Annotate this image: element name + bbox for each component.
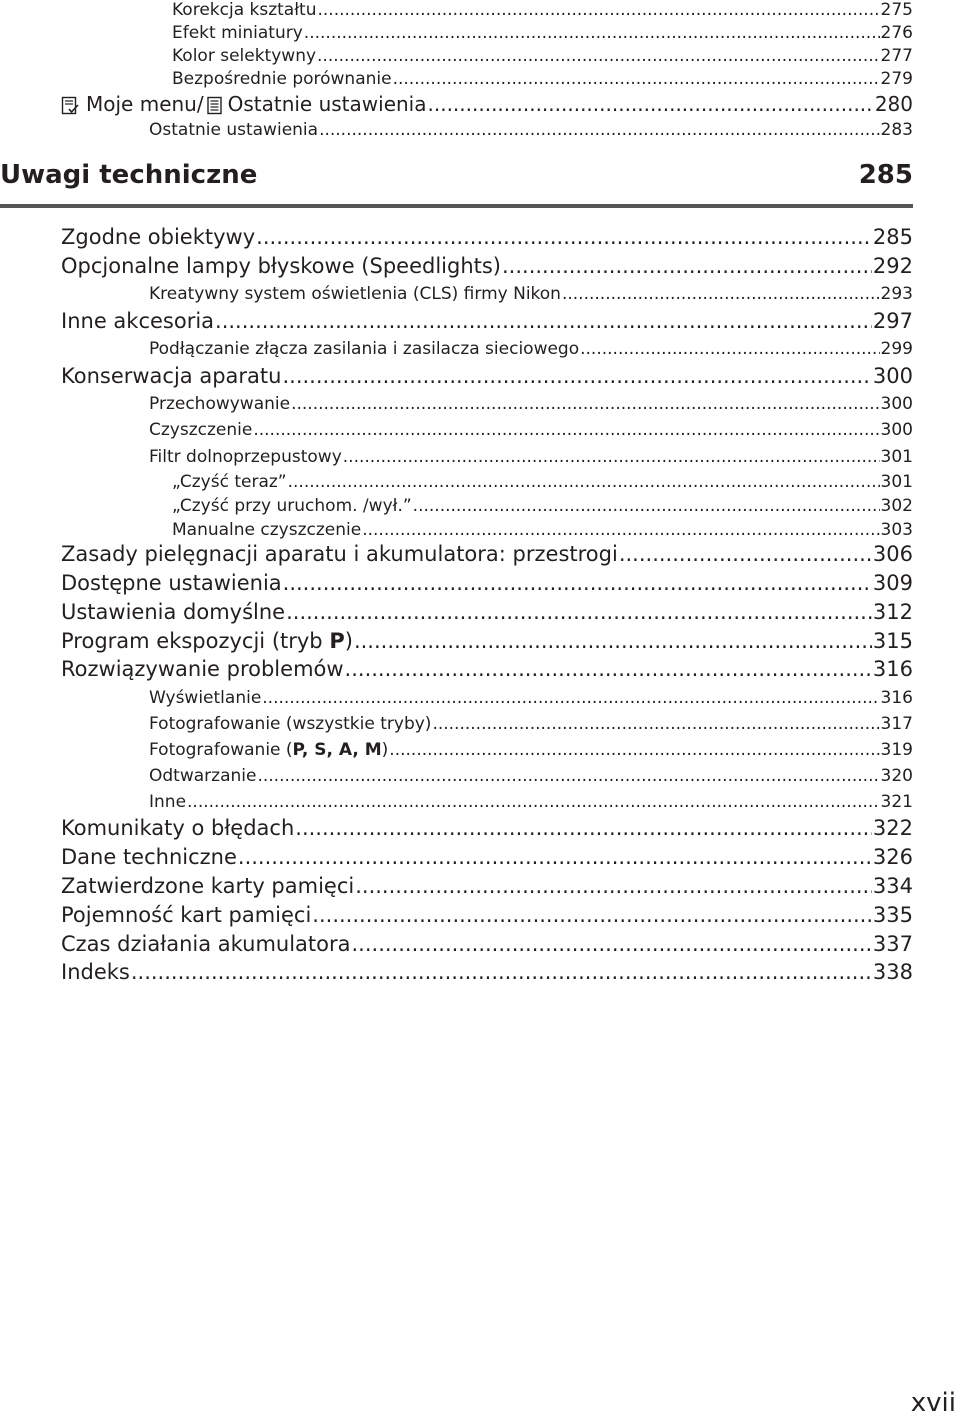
toc-entry-title: Kreatywny system oświetlenia (CLS) firmy Nikon <box>149 284 561 304</box>
dot-leader <box>413 496 880 516</box>
dot-leader <box>317 46 880 66</box>
toc-entry[interactable] <box>0 309 913 333</box>
toc-entry[interactable] <box>0 766 913 786</box>
toc-entry[interactable] <box>0 23 913 43</box>
toc-entry-title-prefix: Fotografowanie ( <box>149 740 293 760</box>
dot-leader <box>428 92 874 116</box>
toc-entry-page: 334 <box>872 874 913 898</box>
toc-entry[interactable] <box>0 714 913 734</box>
toc-entry-title <box>61 629 353 653</box>
dot-leader <box>580 339 879 359</box>
dot-leader <box>362 520 879 540</box>
toc-entry[interactable] <box>0 792 913 812</box>
toc-entry[interactable] <box>0 339 913 359</box>
toc-entry-page: 316 <box>880 688 913 708</box>
dot-leader <box>318 0 880 20</box>
mode-letters: P, S, A, M <box>292 740 382 760</box>
toc-entry-title: Komunikaty o błędach <box>61 816 295 840</box>
toc-entry-title: Podłączanie złącza zasilania i zasilacza sieciowego <box>149 339 580 359</box>
toc-entry[interactable] <box>0 496 913 516</box>
toc-entry-page: 293 <box>880 284 913 304</box>
dot-leader <box>432 714 879 734</box>
dot-leader <box>352 932 872 956</box>
toc-entry-title: Kolor selektywny <box>172 46 317 66</box>
toc-entry[interactable] <box>0 254 913 278</box>
toc-entry-title-suffix: ) <box>344 629 353 653</box>
toc-entry-title: Pojemność kart pamięci <box>61 903 312 927</box>
toc-entry-page: 312 <box>872 600 913 624</box>
mode-letter: P <box>329 629 345 653</box>
dot-leader <box>312 903 872 927</box>
toc-entry-my-menu[interactable] <box>0 92 913 116</box>
dot-leader <box>288 472 880 492</box>
toc-entry-title: Dane techniczne <box>61 845 237 869</box>
toc-entry[interactable] <box>0 845 913 869</box>
dot-leader <box>502 254 872 278</box>
toc-entry-page: 292 <box>872 254 913 278</box>
dot-leader <box>282 364 871 388</box>
dot-leader <box>295 816 872 840</box>
dot-leader <box>304 23 880 43</box>
toc-entry-page: 283 <box>880 120 913 140</box>
toc-entry-page: 297 <box>872 309 913 333</box>
toc-entry[interactable] <box>0 740 913 760</box>
toc-entry-title: Czyszczenie <box>149 420 253 440</box>
toc-entry[interactable] <box>0 472 913 492</box>
toc-entry-page: 315 <box>872 629 913 653</box>
toc-entry[interactable] <box>0 520 913 540</box>
toc-entry-title: Konserwacja aparatu <box>61 364 282 388</box>
dot-leader <box>283 571 872 595</box>
toc-entry-title: Ustawienia domyślne <box>61 600 286 624</box>
toc-entry-title: „Czyść teraz” <box>172 472 287 492</box>
dot-leader <box>256 225 872 249</box>
dot-leader <box>257 766 879 786</box>
toc-entry-page: 320 <box>880 766 913 786</box>
toc-entry-page: 326 <box>872 845 913 869</box>
toc-entry-title: Bezpośrednie porównanie <box>172 69 392 89</box>
toc-entry[interactable] <box>0 542 913 566</box>
toc-entry-page: 300 <box>872 364 913 388</box>
dot-leader <box>319 120 879 140</box>
toc-entry-title: Efekt miniatury <box>172 23 303 43</box>
toc-entry-page: 277 <box>880 46 913 66</box>
toc-entry[interactable] <box>0 284 913 304</box>
toc-entry[interactable] <box>0 447 913 467</box>
toc-entry-page: 300 <box>880 394 913 414</box>
toc-entry-page: 280 <box>874 92 913 116</box>
toc-entry-page: 300 <box>880 420 913 440</box>
toc-entry-page: 316 <box>872 657 913 681</box>
dot-leader <box>187 792 880 812</box>
toc-entry-page: 319 <box>880 740 913 760</box>
section-heading[interactable] <box>0 160 913 206</box>
toc-entry[interactable] <box>0 903 913 927</box>
toc-entry[interactable] <box>0 688 913 708</box>
toc-entry-page: 299 <box>880 339 913 359</box>
toc-entry-page: 301 <box>880 447 913 467</box>
dot-leader <box>355 874 872 898</box>
toc-entry-title: Czas działania akumulatora <box>61 932 351 956</box>
dot-leader <box>291 394 879 414</box>
toc-entry-title: Filtr dolnoprzepustowy <box>149 447 342 467</box>
dot-leader <box>262 688 879 708</box>
dot-leader <box>562 284 880 304</box>
toc-entry-title: Korekcja kształtu <box>172 0 317 20</box>
toc-entry[interactable] <box>0 0 913 20</box>
toc-entry-title: Indeks <box>61 960 130 984</box>
section-title: Uwagi techniczne <box>0 160 258 190</box>
toc-entry-page: 285 <box>872 225 913 249</box>
section-page: 285 <box>858 160 913 190</box>
toc-entry[interactable] <box>0 394 913 414</box>
toc-entry-title <box>149 740 388 760</box>
toc-entry-title: Zgodne obiektywy <box>61 225 256 249</box>
dot-leader <box>354 629 872 653</box>
dot-leader <box>343 447 880 467</box>
toc-entry-page: 335 <box>872 903 913 927</box>
toc-entry[interactable] <box>0 960 913 984</box>
toc-entry[interactable] <box>0 364 913 388</box>
toc-entry-title: Ostatnie ustawienia <box>149 120 319 140</box>
toc-entry-page: 306 <box>872 542 913 566</box>
toc-entry-page: 302 <box>880 496 913 516</box>
toc-entry-title: Odtwarzanie <box>149 766 257 786</box>
dot-leader <box>286 600 872 624</box>
toc-entry-title: Fotografowanie (wszystkie tryby) <box>149 714 432 734</box>
toc-entry-page: 275 <box>880 0 913 20</box>
page-number: xvii <box>910 1388 956 1418</box>
toc-entry-title: Opcjonalne lampy błyskowe (Speedlights) <box>61 254 501 278</box>
toc-entry[interactable] <box>0 932 913 956</box>
toc-entry-page: 309 <box>872 571 913 595</box>
toc-entry-title: Inne akcesoria <box>61 309 215 333</box>
toc-entry-title: Rozwiązywanie problemów <box>61 657 344 681</box>
dot-leader <box>619 542 872 566</box>
dot-leader <box>215 309 872 333</box>
dot-leader <box>389 740 879 760</box>
toc-entry-page: 321 <box>880 792 913 812</box>
dot-leader <box>238 845 872 869</box>
toc-entry-page: 303 <box>880 520 913 540</box>
recent-settings-icon <box>206 96 224 116</box>
toc-entry[interactable] <box>0 120 913 140</box>
toc-entry-title: Inne <box>149 792 187 812</box>
toc-entry[interactable] <box>0 46 913 66</box>
toc-entry[interactable] <box>0 69 913 89</box>
toc-entry[interactable] <box>0 225 913 249</box>
toc-entry-title: „Czyść przy uruchom. /wył.” <box>172 496 412 516</box>
recent-settings-label: Ostatnie ustawienia <box>227 92 427 116</box>
toc-entry[interactable] <box>0 874 913 898</box>
toc-entry[interactable] <box>0 816 913 840</box>
toc-entry-page: 337 <box>872 932 913 956</box>
toc-entry-page: 338 <box>872 960 913 984</box>
toc-entry-title: Zasady pielęgnacji aparatu i akumulatora: przestrogi <box>61 542 618 566</box>
my-menu-label: Moje menu/ <box>86 92 204 116</box>
section-divider <box>0 204 913 208</box>
dot-leader <box>253 420 879 440</box>
toc-entry-page: 279 <box>880 69 913 89</box>
toc-entry-title: Wyświetlanie <box>149 688 262 708</box>
toc-entry-title: Zatwierdzone karty pamięci <box>61 874 355 898</box>
toc-entry[interactable] <box>0 629 913 653</box>
toc-entry-page: 276 <box>880 23 913 43</box>
toc-entry[interactable] <box>0 657 913 681</box>
dot-leader <box>131 960 872 984</box>
toc-entry[interactable] <box>0 420 913 440</box>
dot-leader <box>393 69 880 89</box>
toc-entry-title: Manualne czyszczenie <box>172 520 362 540</box>
toc-entry[interactable] <box>0 571 913 595</box>
my-menu-icon <box>61 96 79 116</box>
toc-entry-page: 301 <box>880 472 913 492</box>
toc-entry[interactable] <box>0 600 913 624</box>
toc-entry-page: 317 <box>880 714 913 734</box>
toc-entry-title-prefix: Program ekspozycji (tryb <box>61 629 330 653</box>
toc-entry-title-suffix: ) <box>381 740 389 760</box>
toc-entry-page: 322 <box>872 816 913 840</box>
dot-leader <box>345 657 872 681</box>
toc-entry-title: Przechowywanie <box>149 394 291 414</box>
toc-entry-title: Dostępne ustawienia <box>61 571 282 595</box>
